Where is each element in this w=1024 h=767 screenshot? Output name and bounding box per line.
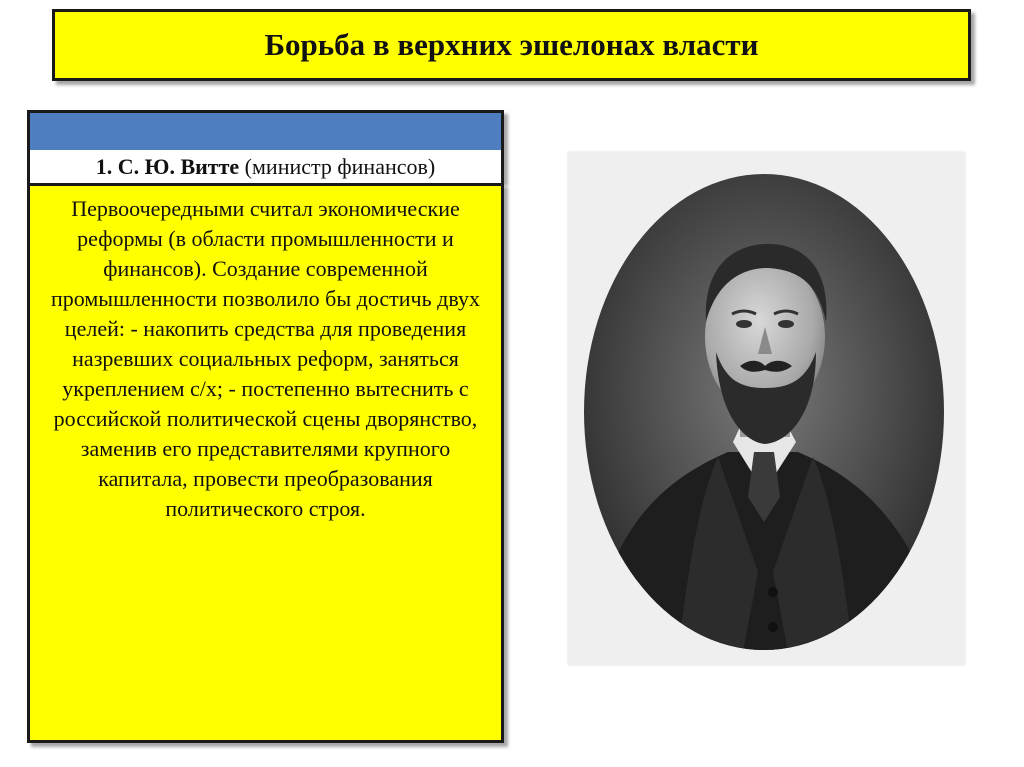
portrait-photo: [568, 152, 965, 665]
portrait-illustration: [568, 152, 965, 665]
card-heading: [27, 150, 504, 184]
card-body-text: Первоочередными считал экономические реформы (в области промышленности и финансов). Создание современной промышленности позволило бы достичь двух целей: - накопить средства для проведения назревших социальных реформ, заняться укреплением с/х; - постепенно вытеснить с российской политической сцены дворянство, заменив его представителями крупного капитала, провести преобразования политического строя.: [51, 196, 480, 521]
card-body: [27, 183, 504, 743]
card-heading-role: (министр финансов): [239, 154, 436, 179]
slide-title-box: [52, 9, 971, 81]
card-heading-name: 1. С. Ю. Витте: [95, 154, 240, 179]
slide-title: Борьба в верхних эшелонах власти: [264, 27, 759, 62]
